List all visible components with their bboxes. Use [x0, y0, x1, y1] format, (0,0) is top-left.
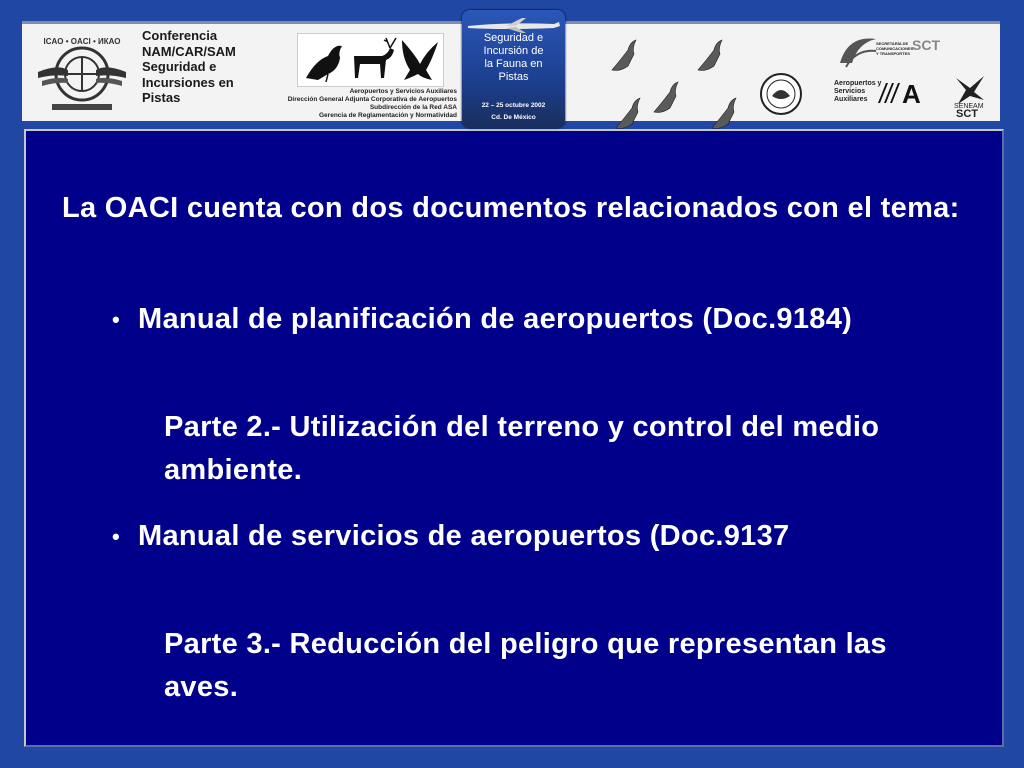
seneam-text: SENEAM: [954, 103, 984, 110]
flying-geese-icon: [602, 28, 767, 133]
asa-logo: [876, 79, 921, 109]
asa-mark: A: [902, 79, 921, 109]
seneam-sct: SCT: [956, 108, 978, 120]
org-line: Gerencia de Reglamentación y Normatividad: [319, 112, 457, 119]
badge-date: 22 – 25 octubre 2002: [481, 102, 546, 109]
badge-place: Cd. De México: [491, 114, 536, 121]
sct-logo: [832, 29, 940, 71]
bullet-detail: Parte 2.- Utilización del terreno y control del medio ambiente.: [164, 411, 880, 486]
org-line: Aeropuertos y Servicios Auxiliares: [349, 88, 457, 95]
org-line: Subdirección de la Red ASA: [369, 104, 457, 111]
icao-emblem-icon: [34, 34, 130, 114]
asa-label: Aeropuertos y Servicios Auxiliares: [834, 80, 882, 103]
sct-abbr: SCT: [912, 37, 940, 53]
slide-content: [24, 129, 1004, 747]
bird-icon: [306, 46, 342, 82]
bullet-item: • Manual de servicios de aeropuertos (Doc.9137: [138, 515, 938, 558]
sct-name: SECRETARÍA DE COMUNICACIONES Y TRANSPORTES: [876, 41, 914, 56]
icao-logo-text: ICAO • OACI • ИКАО: [43, 37, 121, 46]
badge-title: Seguridad e Incursión de la Fauna en Pistas: [483, 32, 544, 83]
org-line: Dirección General Adjunta Corporativa de Aeropuertos: [287, 96, 457, 103]
bullet-detail: Parte 3.- Reducción del peligro que representan las aves.: [164, 628, 887, 703]
deer-icon: [354, 38, 396, 78]
eagle-icon: [402, 40, 438, 80]
intro-text: La OACI cuenta con dos documentos relacionados con el tema:: [62, 192, 960, 224]
seneam-logo: [950, 70, 992, 118]
conference-title: Conferencia NAM/CAR/SAM Seguridad e Incursiones en Pistas: [142, 28, 236, 105]
organization-lines: [267, 88, 457, 120]
wildlife-panel: [297, 33, 444, 87]
event-badge: [462, 10, 565, 128]
bullet-item: • Manual de planificación de aeropuertos (Doc.9184): [138, 298, 938, 341]
